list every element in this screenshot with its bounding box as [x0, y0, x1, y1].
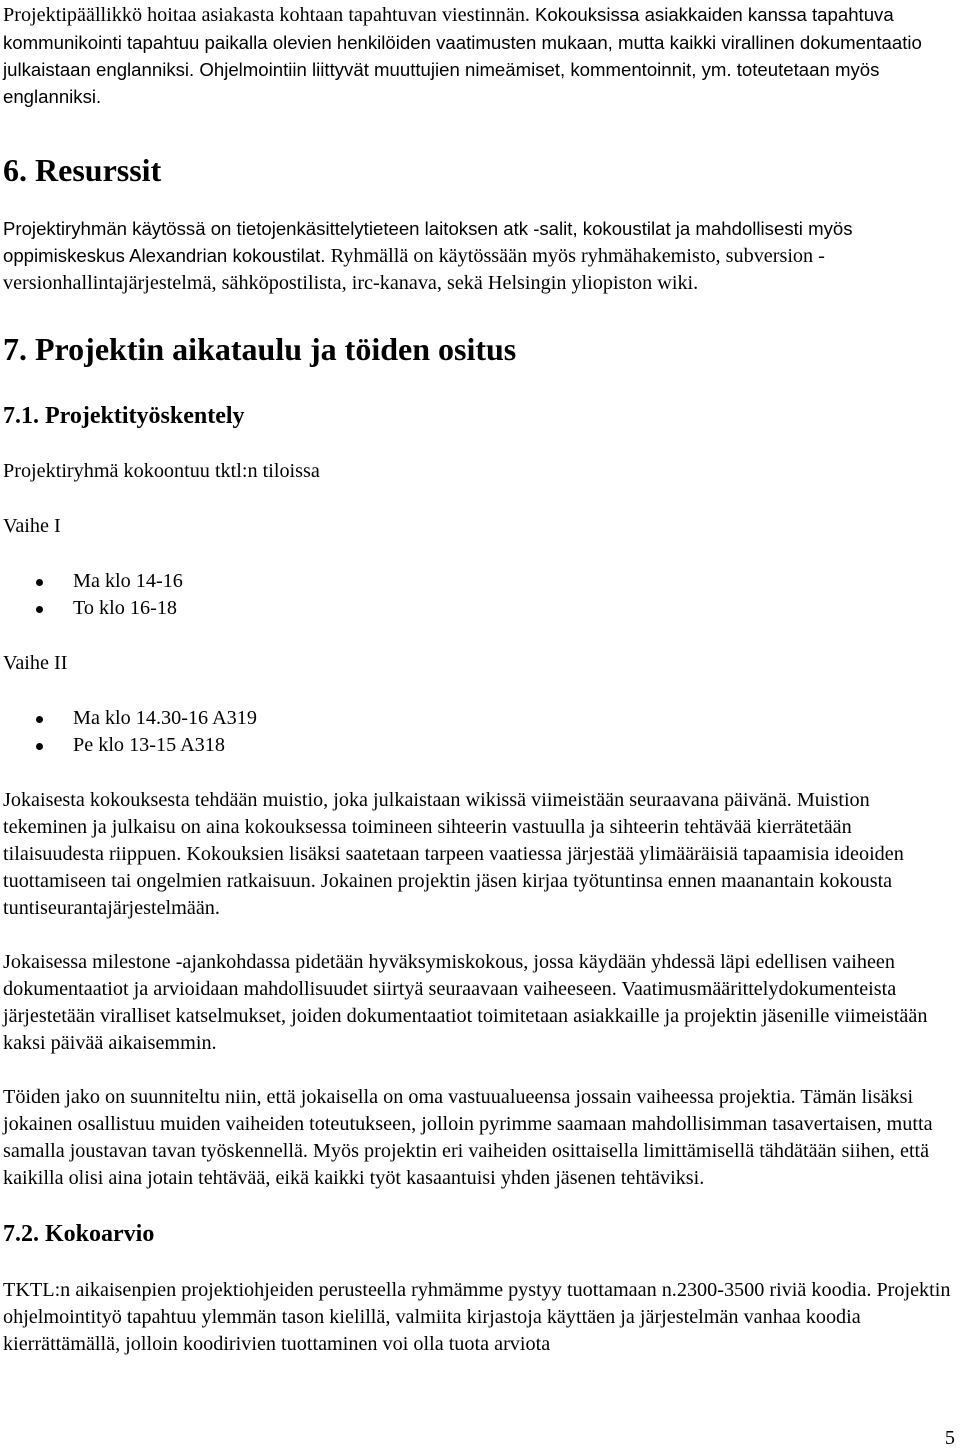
bullet-icon	[36, 743, 43, 750]
document-page	[3, 0, 955, 1358]
list-item	[3, 732, 955, 759]
heading-projektityoskentely: 7.1. Projektityöskentely	[3, 403, 245, 429]
bullet-icon	[36, 606, 43, 613]
list-item	[3, 595, 955, 622]
heading-resurssit: 6. Resurssit	[3, 152, 162, 188]
heading-kokoarvio: 7.2. Kokoarvio	[3, 1221, 155, 1247]
intro-text-sans: Kokouksissa asiakkaiden kanssa tapahtuva kommunikointi tapahtuu paikalla olevien henkilöiden vaatimusten mukaan, mutta kaikki virallinen dokumentaatio julkaistaan englanniksi. Ohjelmointiin liittyvät muuttujien nimeämiset, kommentoinnit, ym. toteutetaan myös englanniksi.	[3, 4, 922, 107]
page-number: 5	[944, 1427, 955, 1449]
list-item-text: Ma klo 14.30-16 A319	[73, 707, 257, 729]
intro-paragraph	[3, 0, 955, 110]
list-item-text: Ma klo 14-16	[73, 570, 183, 592]
muistio-paragraph: Jokaisesta kokouksesta tehdään muistio, joka julkaistaan wikissä viimeistään seuraavana päivänä. Muistion tekeminen ja julkaisu on aina kokouksessa toimineen sihteerin vastuulla ja sihteerin tehtävää kierrätetään tilaisuudesta riippuen. Kokouksien lisäksi saatetaan tarpeen vaatiessa järjestää ylimääräisiä tapaamisia ideoiden tuottamiseen tai ongelmien ratkaisuun. Jokainen projektin jäsen kirjaa työtuntinsa ennen maanantain kokousta tuntiseurantajärjestelmään.	[3, 789, 904, 919]
kokoontuu-paragraph: Projektiryhmä kokoontuu tktl:n tiloissa	[3, 460, 320, 482]
resurssit-text-sans: Projektiryhmän käytössä on tietojenkäsittelytieteen laitoksen atk -salit, kokoustilat ja mahdollisesti myös oppimiskeskus Alexandrian kokoustilat.	[3, 218, 853, 266]
phase1-label: Vaihe I	[3, 515, 61, 537]
kokoarvio-paragraph: TKTL:n aikaisenpien projektiohjeiden perusteella ryhmämme pystyy tuottamaan n.2300-3500 riviä koodia. Projektin ohjelmointityö tapahtuu ylemmän tason kielillä, valmiita kirjastoja käyttäen ja järjestelmän vanhaa koodia kierrättämällä, jolloin koodirivien tuottaminen voi olla tuota arviota	[3, 1279, 951, 1355]
heading-aikataulu: 7. Projektin aikataulu ja töiden ositus	[3, 331, 517, 367]
bullet-icon	[36, 579, 43, 586]
resurssit-text-serif: Ryhmällä on käytössään myös ryhmähakemisto, subversion -versionhallintajärjestelmä, sähköpostilista, irc-kanava, sekä Helsingin yliopiston wiki.	[3, 245, 825, 294]
milestone-paragraph: Jokaisessa milestone -ajankohdassa pidetään hyväksymiskokous, jossa käydään yhdessä läpi edellisen vaiheen dokumentaatiot ja arvioidaan mahdollisuudet siirtyä seuraavaan vaiheeseen. Vaatimusmäärittelydokumenteista järjestetään viralliset katselmukset, joiden dokumentaatiot toimitetaan asiakkaille ja projektin jäsenille viimeistään kaksi päivää aikaisemmin.	[3, 951, 928, 1054]
intro-text-serif: Projektipäällikkö hoitaa asiakasta kohtaan tapahtuvan viestinnän.	[3, 4, 536, 26]
list-item	[3, 568, 955, 595]
bullet-icon	[36, 716, 43, 723]
list-item	[3, 705, 955, 732]
list-item-text: Pe klo 13-15 A318	[73, 734, 225, 756]
resurssit-paragraph	[3, 215, 955, 297]
phase1-list	[3, 568, 955, 622]
phase2-label: Vaihe II	[3, 652, 68, 674]
list-item-text: To klo 16-18	[73, 597, 178, 619]
tyonjako-paragraph: Töiden jako on suunniteltu niin, että jokaisella on oma vastuualueensa jossain vaiheessa projektia. Tämän lisäksi jokainen osallistuu muiden vaiheiden toteutukseen, jolloin pyrimme saamaan mahdollisimman tasavertaisen, mutta samalla joustavan tavan työskennellä. Myös projektin eri vaiheiden osittaisella limittämisellä tähdätään siihen, että kaikilla olisi aina jotain tehtävää, eikä kaikki työt kasaantuisi yhden jäsenen tehtäviksi.	[3, 1086, 933, 1189]
phase2-list	[3, 705, 955, 759]
